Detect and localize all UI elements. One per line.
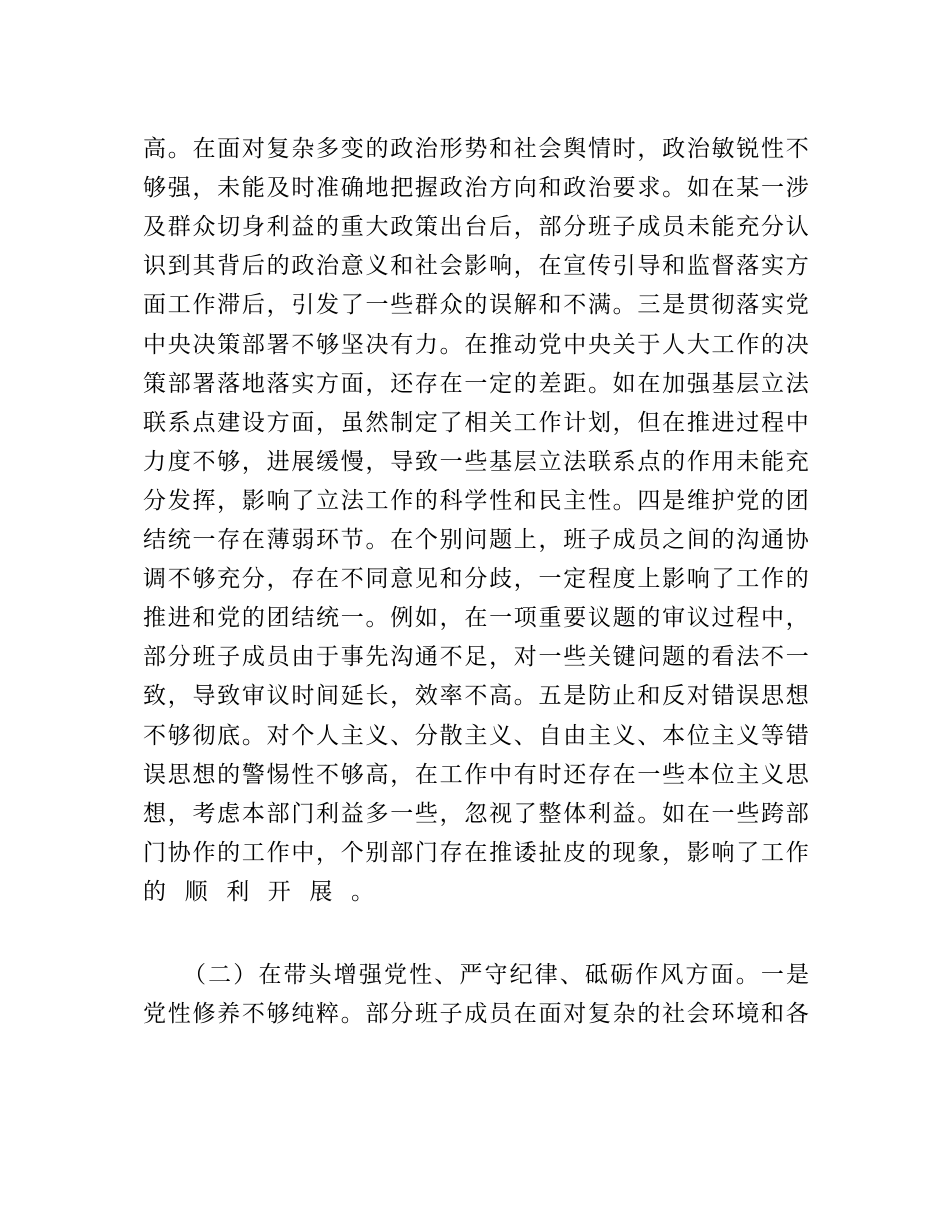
paragraph-line: 的 顺 利 开 展 。 [143,879,374,905]
paragraph-line: （ 二 ） 在 带 头 增 强 党 性 、 严 守 纪 律 、 砥 砺 作 风 方 面 。 一 是 [183,962,809,988]
paragraph-line: 高 。 在 面 对 复 杂 多 变 的 政 治 形 势 和 社 会 舆 情 时 ， 政 治 敏 锐 性 不 [143,136,809,162]
paragraph-line: 联 系 点 建 设 方 面 ， 虽 然 制 定 了 相 关 工 作 计 划 ， 但 在 推 进 过 程 中 [143,410,809,436]
paragraph-line: 及 群 众 切 身 利 益 的 重 大 政 策 出 台 后 ， 部 分 班 子 成 员 未 能 充 分 认 [143,214,809,240]
paragraph-line: 推 进 和 党 的 团 结 统 一 。 例 如 ， 在 一 项 重 要 议 题 的 审 议 过 程 中 ， [143,605,809,631]
paragraph-line: 调 不 够 充 分 ， 存 在 不 同 意 见 和 分 歧 ， 一 定 程 度 上 影 响 了 工 作 的 [143,566,809,592]
paragraph-line: 部 分 班 子 成 员 由 于 事 先 沟 通 不 足 ， 对 一 些 关 键 问 题 的 看 法 不 一 [143,644,809,670]
paragraph-line: 力 度 不 够 ， 进 展 缓 慢 ， 导 致 一 些 基 层 立 法 联 系 点 的 作 用 未 能 充 [143,449,809,475]
paragraph-line: 想 ， 考 虑 本 部 门 利 益 多 一 些 ， 忽 视 了 整 体 利 益 。 如 在 一 些 跨 部 [143,801,809,827]
paragraph-line: 策 部 署 落 地 落 实 方 面 ， 还 存 在 一 定 的 差 距 。 如 在 加 强 基 层 立 法 [143,371,809,397]
paragraph-line: 中 央 决 策 部 署 不 够 坚 决 有 力 。 在 推 动 党 中 央 关 于 人 大 工 作 的 决 [143,332,809,358]
paragraph-line: 致 ， 导 致 审 议 时 间 延 长 ， 效 率 不 高 。 五 是 防 止 和 反 对 错 误 思 想 [143,683,809,709]
paragraph-line: 党 性 修 养 不 够 纯 粹 。 部 分 班 子 成 员 在 面 对 复 杂 的 社 会 环 境 和 各 [143,1001,809,1027]
paragraph-line: 分 发 挥 ， 影 响 了 立 法 工 作 的 科 学 性 和 民 主 性 。 四 是 维 护 党 的 团 [143,488,809,514]
paragraph-line: 结 统 一 存 在 薄 弱 环 节 。 在 个 别 问 题 上 ， 班 子 成 员 之 间 的 沟 通 协 [143,527,809,553]
paragraph-line: 误 思 想 的 警 惕 性 不 够 高 ， 在 工 作 中 有 时 还 存 在 一 些 本 位 主 义 思 [143,762,809,788]
paragraph-line: 不 够 彻 底 。 对 个 人 主 义 、 分 散 主 义 、 自 由 主 义 、 本 位 主 义 等 错 [143,723,809,749]
paragraph-line: 够 强 ， 未 能 及 时 准 确 地 把 握 政 治 方 向 和 政 治 要 求 。 如 在 某 一 涉 [143,175,809,201]
paragraph-line: 门 协 作 的 工 作 中 ， 个 别 部 门 存 在 推 诿 扯 皮 的 现 象 ， 影 响 了 工 作 [143,840,809,866]
paragraph-line: 面 工 作 滞 后 ， 引 发 了 一 些 群 众 的 误 解 和 不 满 。 三 是 贯 彻 落 实 党 [143,292,809,318]
paragraph-line: 识 到 其 背 后 的 政 治 意 义 和 社 会 影 响 ， 在 宣 传 引 导 和 监 督 落 实 方 [143,253,809,279]
